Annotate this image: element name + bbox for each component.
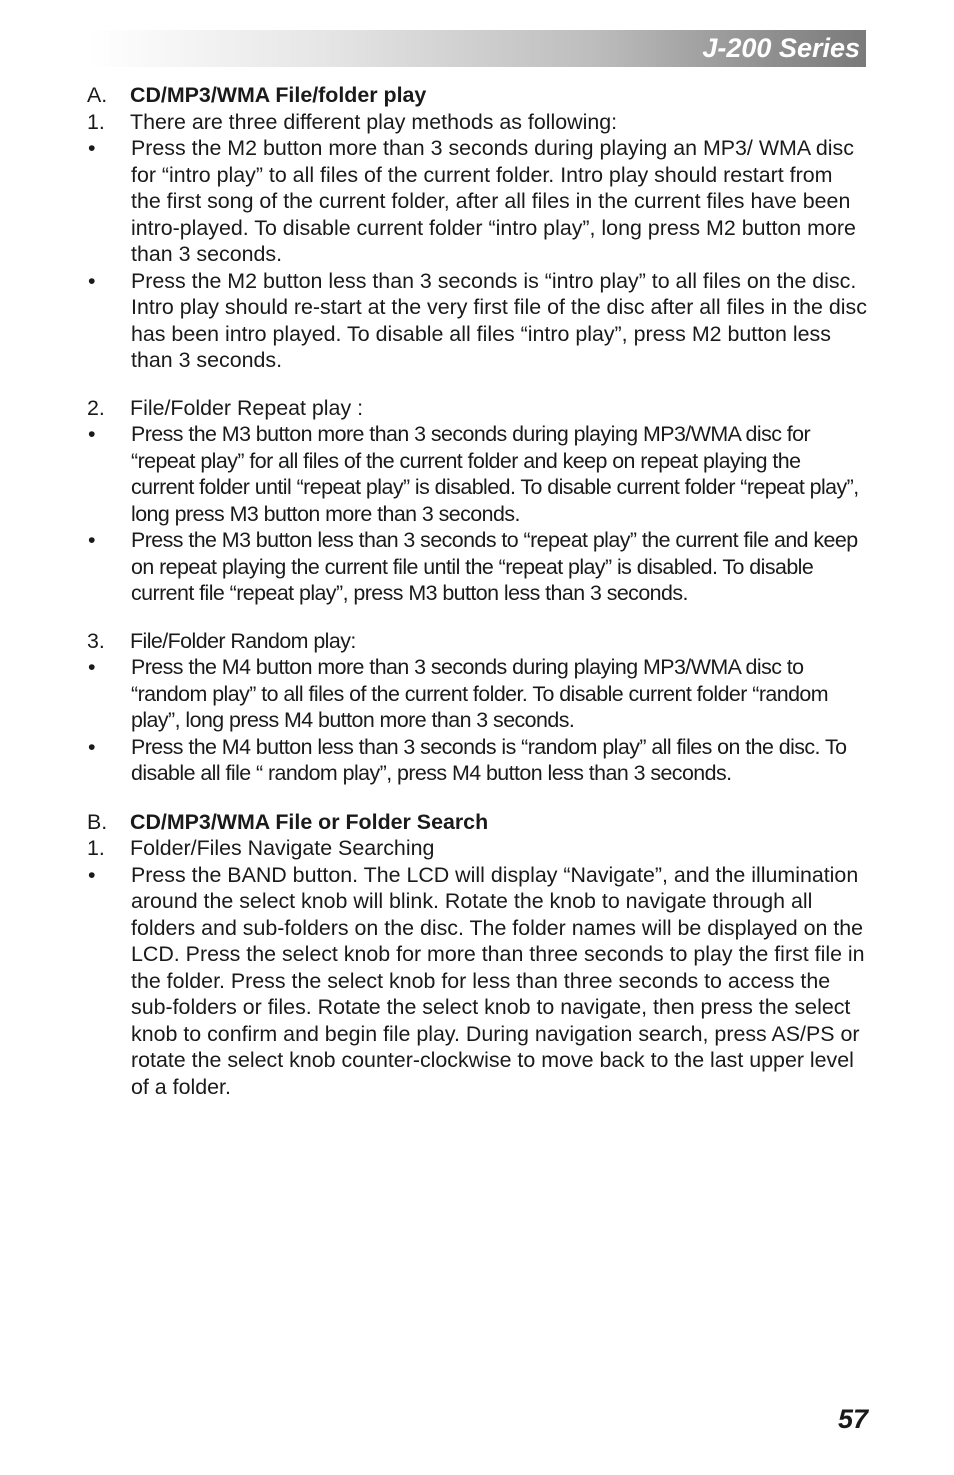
section-b-item-1: [87, 835, 867, 862]
section-a-heading: [87, 82, 867, 109]
bullet-icon: •: [88, 862, 96, 887]
bullet-text: Press the M3 button more than 3 seconds during playing MP3/WMA disc for “repeat play” for all files of the current folder and keep on repeat playing the current folder until “repeat play” is disabled. To disable current folder “repeat play”, long press M3 button more than 3 seconds.: [131, 422, 859, 526]
bullet-text: Press the BAND button. The LCD will display “Navigate”, and the illumination around the select knob will blink. Rotate the knob to navigate through all folders and sub-folders on the disc. The folder names will be displayed on the LCD. Press the select knob for more than three seconds to play the first file in the folder. Press the select knob for less than three seconds to access the sub-folders or files. Rotate the select knob to navigate, then press the select knob to confirm and begin file play. During navigation search, press AS/PS or rotate the select knob counter-clockwise to move back to the last upper level of a folder.: [131, 862, 865, 1099]
page-number: 57: [837, 1404, 868, 1434]
bullet-text: Press the M2 button less than 3 seconds is “intro play” to all files on the disc. Intro play should re-start at the very first file of the disc after all files in the disc has been intro played. To disable all files “intro play”, press M2 button less than 3 seconds.: [131, 268, 867, 372]
section-a-marker: A.: [87, 83, 108, 107]
spacer: [87, 787, 867, 809]
item-text: File/Folder Repeat play :: [130, 395, 364, 420]
bullet-icon: •: [88, 528, 96, 552]
item-text: Folder/Files Navigate Searching: [130, 836, 435, 860]
spacer: [87, 374, 867, 395]
section-a-item-3: [87, 628, 867, 655]
list-item: [87, 421, 867, 527]
bullet-icon: •: [88, 268, 96, 293]
list-item: [87, 862, 867, 1101]
spacer: [87, 607, 867, 628]
bullet-icon: •: [88, 422, 96, 446]
bullet-text: Press the M4 button more than 3 seconds during playing MP3/WMA disc to “random play” to all files of the current folder. To disable current folder “random play”, long press M4 button more than 3 seconds.: [131, 655, 829, 732]
bullet-icon: •: [88, 136, 96, 160]
manual-content: [87, 82, 867, 1100]
item-text: There are three different play methods as following:: [130, 109, 618, 134]
list-item: [87, 527, 867, 607]
bullet-text: Press the M2 button more than 3 seconds during playing an MP3/ WMA disc for “intro play” to all files of the current folder. Intro play should restart from the first song of the current folder, after all files in the current files have been intro-played. To disable current folder “intro play”, long press M2 button more than 3 seconds.: [131, 136, 856, 266]
item-number: 1.: [87, 836, 105, 860]
header-series-title: J-200 Series: [702, 33, 860, 63]
bullet-icon: •: [88, 734, 96, 759]
item-text: File/Folder Random play:: [130, 628, 356, 653]
bullet-icon: •: [88, 655, 96, 679]
bullet-text: Press the M3 button less than 3 seconds to “repeat play” the current file and keep on repeat playing the current file until the “repeat play” is disabled. To disable current file “repeat play”, press M3 button less than 3 seconds.: [131, 528, 858, 605]
section-a-title: CD/MP3/WMA File/folder play: [130, 83, 427, 107]
section-a-item-2: [87, 395, 867, 422]
list-item: [87, 268, 867, 374]
section-a-item-1: [87, 109, 867, 136]
item-number: 2.: [87, 395, 105, 420]
section-b-title: CD/MP3/WMA File or Folder Search: [130, 809, 489, 834]
section-b-heading: [87, 809, 867, 836]
bullet-text: Press the M4 button less than 3 seconds is “random play” all files on the disc. To disable all file “ random play”, press M4 button less than 3 seconds.: [131, 734, 847, 785]
header-bar: [88, 30, 866, 67]
list-item: [87, 654, 867, 734]
item-number: 3.: [87, 628, 105, 653]
item-number: 1.: [87, 109, 105, 134]
section-b-marker: B.: [87, 809, 108, 834]
list-item: [87, 734, 867, 787]
list-item: [87, 135, 867, 268]
